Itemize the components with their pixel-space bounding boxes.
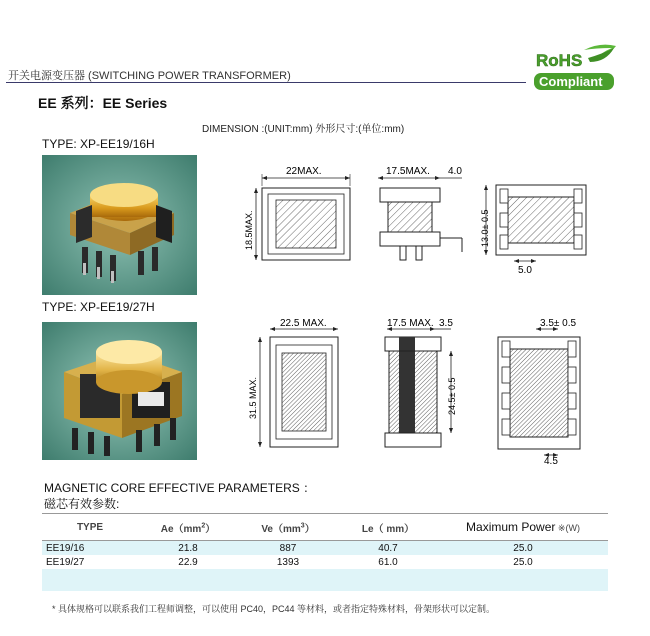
ee19-27h-front-view <box>238 315 358 460</box>
empty-cell <box>42 569 608 591</box>
header-title: 开关电源变压器 (SWITCHING POWER TRANSFORMER) <box>8 70 291 82</box>
params-title: MAGNETIC CORE EFFECTIVE PARAMETERS ： <box>44 481 316 495</box>
col-type: TYPE <box>42 514 138 541</box>
series-title: EE 系列：EE Series <box>38 95 168 111</box>
ee19-16h-bottom-view <box>478 175 598 280</box>
rohs-logo <box>530 40 622 96</box>
dim-side-pin: 3.5 <box>439 318 453 329</box>
dim-bottom-pitch: 5.0 <box>518 265 532 276</box>
col-ae-end: ） <box>205 523 216 535</box>
cell-type: EE19/16 <box>42 541 138 556</box>
cell-ae: 22.9 <box>138 555 238 569</box>
dim-front-width: 22.5 MAX. <box>280 318 327 329</box>
dim-side-width: 17.5MAX. <box>386 166 430 177</box>
compliant-text: Compliant <box>539 74 603 89</box>
col-ve <box>238 514 338 541</box>
params-subtitle: 磁芯有效参数: <box>44 497 120 511</box>
dim-side-pin: 4.0 <box>448 166 462 177</box>
col-ve-label: Ve（mm <box>261 523 301 535</box>
dim-front-height: 18.5MAX. <box>244 210 254 250</box>
dim-bottom-height: 13.0± 0.5 <box>480 209 490 247</box>
cell-le: 61.0 <box>338 555 438 569</box>
cell-type: EE19/27 <box>42 555 138 569</box>
ee19-16h-side-view <box>370 160 470 270</box>
product-photo-ee19-16h <box>42 155 197 295</box>
dim-bottom-pitch: 4.5 <box>544 456 558 465</box>
product-type-label: TYPE: XP-EE19/16H <box>42 137 155 151</box>
header-rule <box>6 82 526 83</box>
footnote: * 具体规格可以联系我们工程师调整，可以使用 PC40，PC44 等材料，或者指定特殊材料，骨架形状可以定制。 <box>52 604 496 614</box>
table-row <box>42 555 608 569</box>
col-ve-sup: 3 <box>300 522 305 530</box>
table-row <box>42 541 608 556</box>
product-type-label: TYPE: XP-EE19/27H <box>42 300 155 314</box>
dim-front-width: 22MAX. <box>286 166 322 177</box>
col-power <box>438 514 608 541</box>
ee19-16h-front-view <box>238 160 358 270</box>
col-le: Le（ mm） <box>338 514 438 541</box>
col-power-unit: ※(W) <box>555 523 580 533</box>
cell-ve: 1393 <box>238 555 338 569</box>
cell-power: 25.0 <box>438 541 608 556</box>
ee19-27h-bottom-view <box>488 315 598 465</box>
cell-le: 40.7 <box>338 541 438 556</box>
dim-side-height: 24.5± 0.5 <box>447 377 457 415</box>
cell-power: 25.0 <box>438 555 608 569</box>
col-ae-sup: 2 <box>201 522 206 530</box>
cell-ve: 887 <box>238 541 338 556</box>
col-ae <box>138 514 238 541</box>
dim-front-height: 31.5 MAX. <box>248 376 258 419</box>
col-power-label: Maximum Power <box>466 520 556 534</box>
dim-bottom-width: 3.5± 0.5 <box>540 318 577 329</box>
ee19-27h-side-view <box>375 315 475 460</box>
rohs-text: RoHS <box>536 51 583 70</box>
col-ve-end: ） <box>304 523 315 535</box>
table-row-empty <box>42 569 608 591</box>
dimension-note: DIMENSION :(UNIT:mm) 外形尺寸:(单位:mm) <box>202 124 405 135</box>
params-table <box>42 513 608 591</box>
params-header-row <box>42 514 608 541</box>
product-photo-ee19-27h <box>42 322 197 460</box>
dim-side-width: 17.5 MAX. <box>387 318 434 329</box>
cell-ae: 21.8 <box>138 541 238 556</box>
col-ae-label: Ae（mm <box>160 523 202 535</box>
